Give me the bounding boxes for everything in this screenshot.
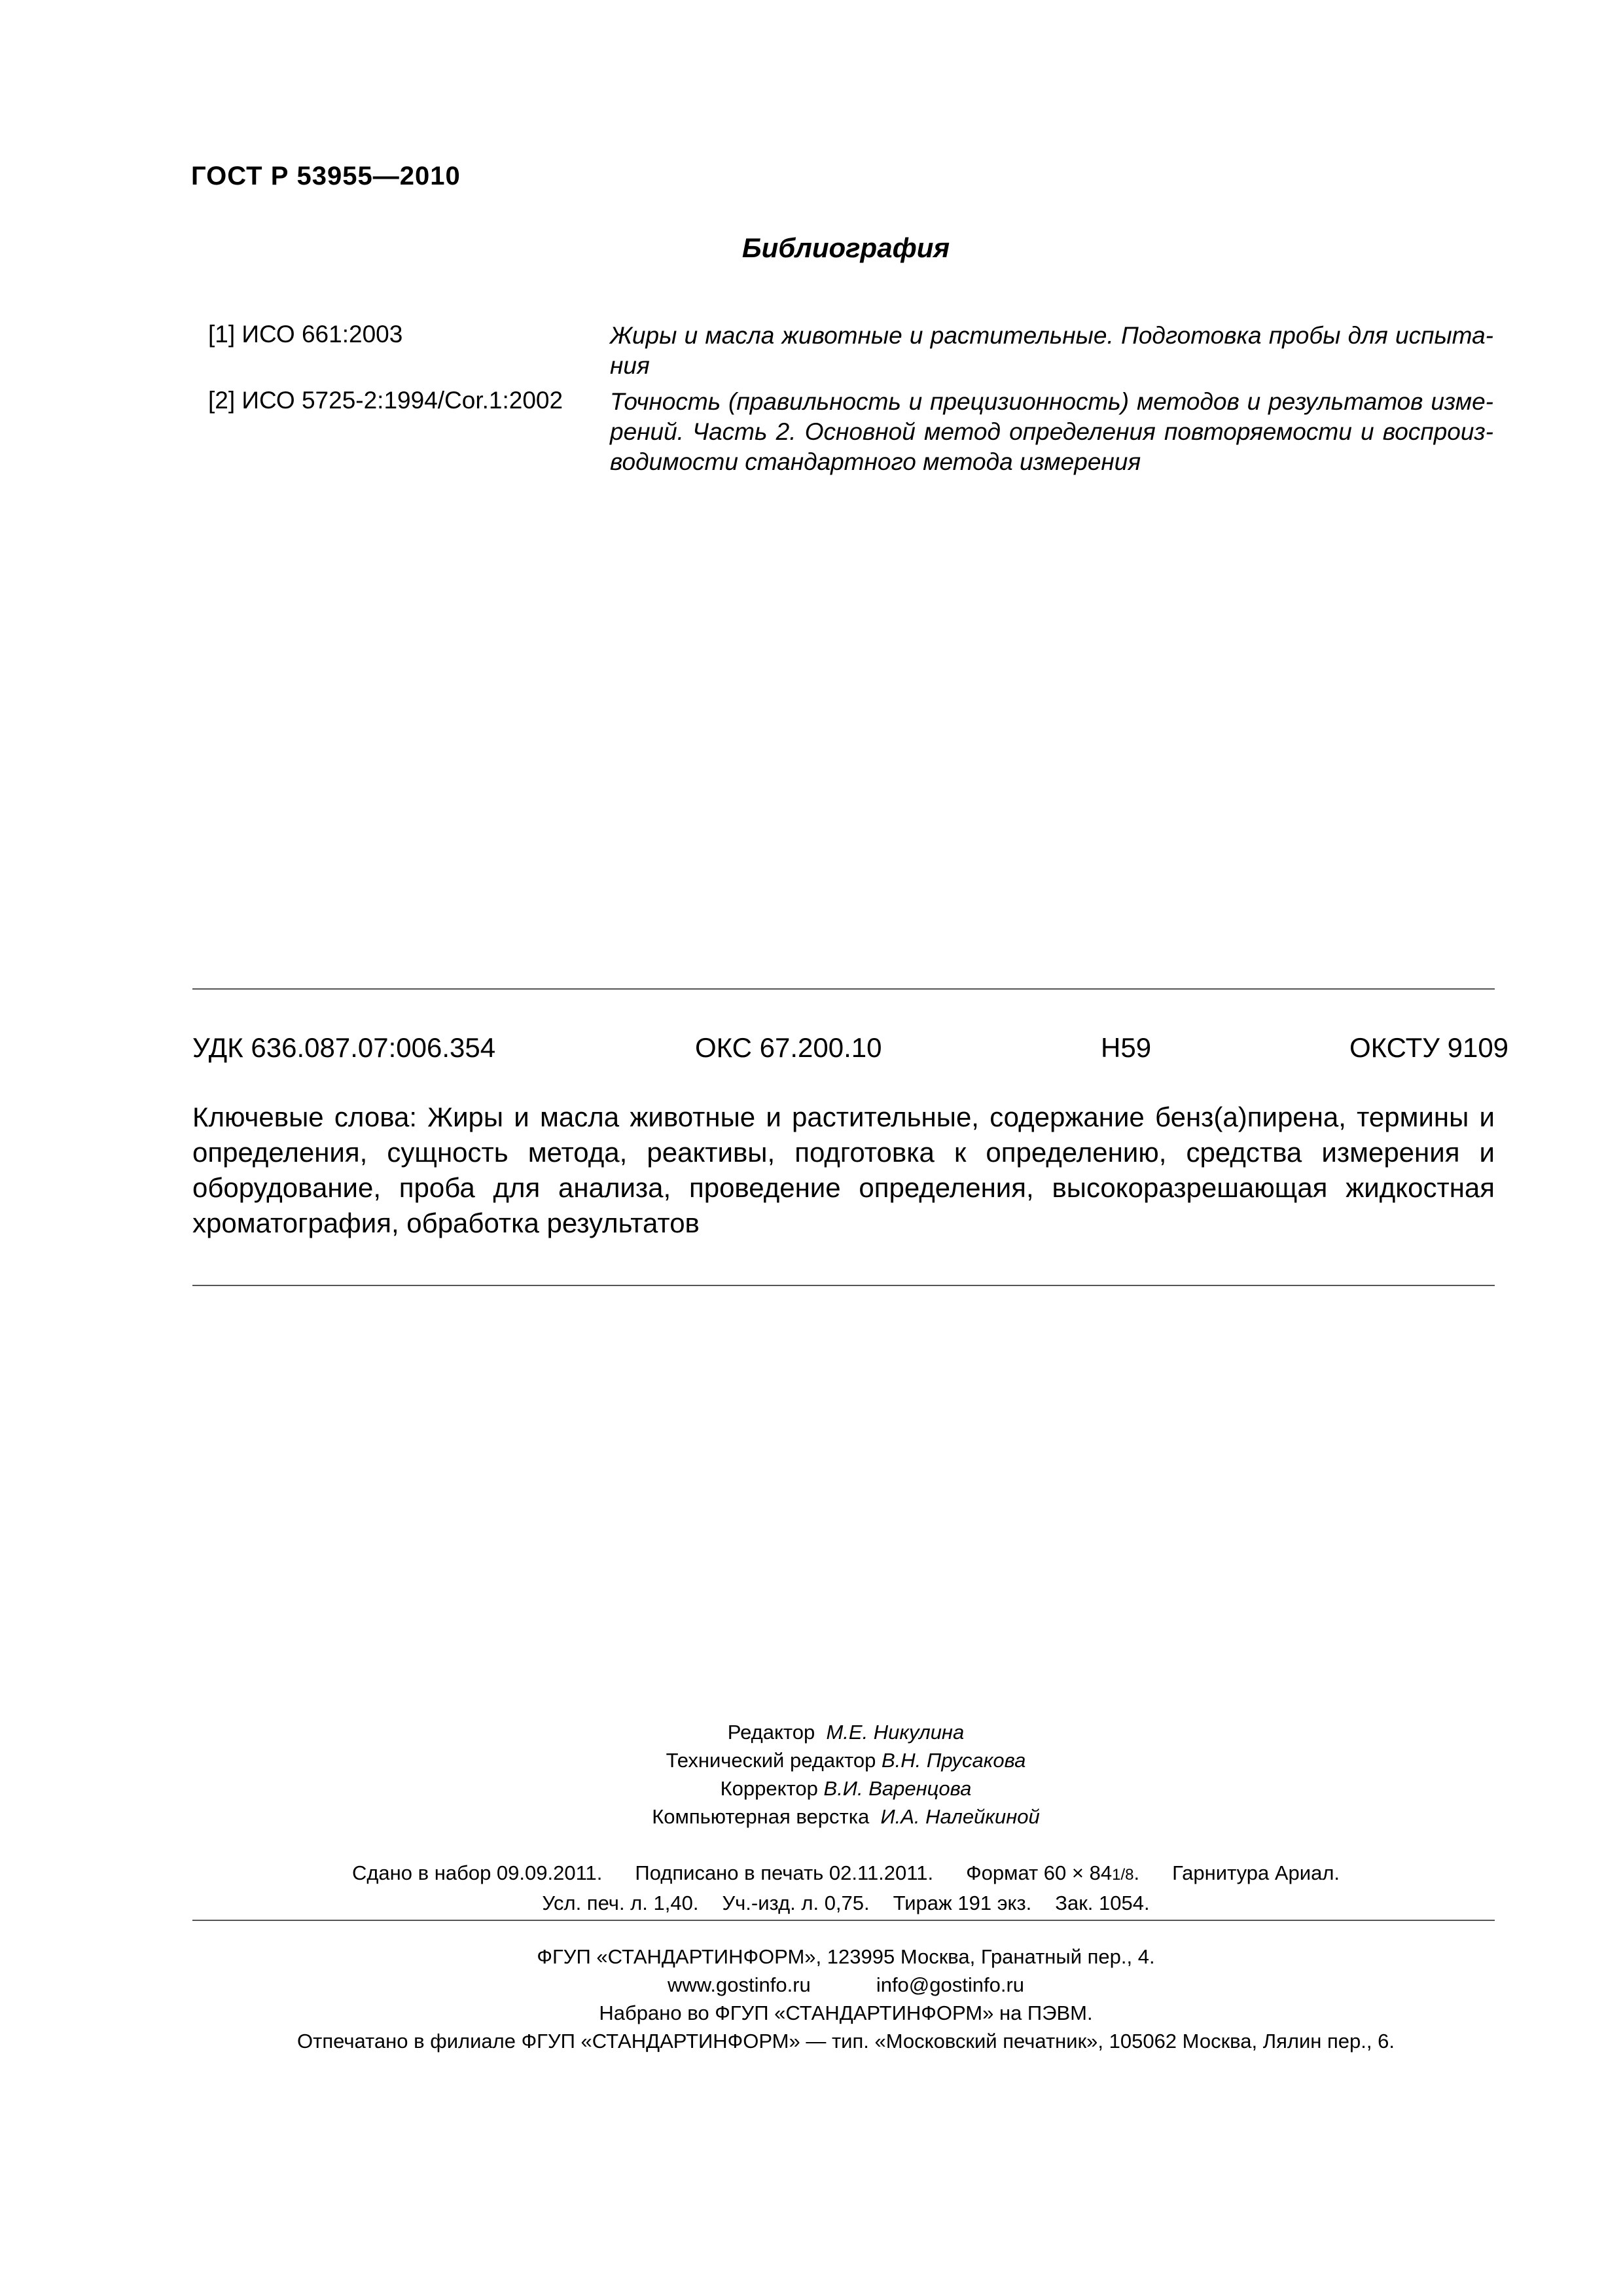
print-info-line-1 [0, 1859, 1623, 1889]
publisher-website: www.gostinfo.ru [667, 1973, 811, 1996]
layout-label: Компьютерная верстка [652, 1805, 870, 1828]
bibliography-desc-1: Жиры и масла животные и растительные. Подготовка пробы для испытания [610, 322, 1493, 379]
keywords-paragraph: Ключевые слова: Жиры и масла животные и растительные, содержание бенз(а)пирена, термины и определения, сущность метода, реактивы, подготовка к определению, средства измерения и оборудование, проба для анализа, проведение определения, высокоразрешающая жидкостная хроматография, обработка результатов [192, 1102, 1495, 1238]
order-number: Зак. 1054. [1055, 1892, 1150, 1914]
print-info-block [0, 1859, 1623, 1917]
pub-sheets: Уч.-изд. л. 0,75. [722, 1892, 870, 1914]
bibliography-ref-2: [2] ИСО 5725-2:1994/Cor.1:2002 [208, 387, 563, 414]
tech-editor-line [0, 1746, 1623, 1774]
middle-divider [192, 1285, 1495, 1286]
corrector-line [0, 1774, 1623, 1803]
editor-name: М.Е. Никулина [826, 1721, 965, 1744]
corrector-label: Корректор [720, 1777, 818, 1800]
format-info [966, 1861, 1139, 1884]
format-prefix: Формат 60 × 84 [966, 1861, 1113, 1884]
document-header: ГОСТ Р 53955—2010 [191, 162, 461, 190]
layout-line [0, 1803, 1623, 1831]
submitted-date: Сдано в набор 09.09.2011. [351, 1861, 603, 1884]
top-divider [192, 988, 1495, 990]
tech-editor-name: В.Н. Прусакова [881, 1749, 1026, 1772]
bottom-divider [192, 1920, 1495, 1921]
category-code: Н59 [1101, 1032, 1152, 1063]
editor-line [0, 1718, 1623, 1746]
format-suffix: . [1133, 1861, 1140, 1884]
bibliography-ref-1: [1] ИСО 661:2003 [208, 321, 403, 348]
oks-code: ОКС 67.200.10 [695, 1032, 882, 1063]
editor-label: Редактор [727, 1721, 815, 1744]
udk-code: УДК 636.087.07:006.354 [192, 1032, 496, 1063]
publisher-address: ФГУП «СТАНДАРТИНФОРМ», 123995 Москва, Гранатный пер., 4. [537, 1945, 1155, 1968]
publisher-contacts [0, 1971, 1623, 1999]
okstu-code: ОКСТУ 9109 [1349, 1032, 1509, 1063]
signed-date: Подписано в печать 02.11.2011. [635, 1861, 934, 1884]
credits-block [0, 1718, 1623, 1831]
bibliography-title: Библиография [741, 232, 950, 263]
print-info-line-2 [0, 1889, 1623, 1917]
tech-editor-label: Технический редактор [666, 1749, 876, 1772]
bibliography-desc-2: Точность (правильность и прецизионность) методов и результатов измерений. Часть 2. Основной метод определения повторяемости и воспроизводимости стандартного метода измерения [610, 388, 1493, 475]
publisher-email: info@gostinfo.ru [876, 1973, 1025, 1996]
corrector-name: В.И. Варенцова [823, 1777, 972, 1800]
printed-info: Отпечатано в филиале ФГУП «СТАНДАРТИНФОРМ» — тип. «Московский печатник», 105062 Москва, Лялин пер., 6. [297, 2030, 1395, 2053]
publisher-block [0, 1943, 1623, 2055]
layout-name: И.А. Налейкиной [880, 1805, 1040, 1828]
font-info: Гарнитура Ариал. [1172, 1861, 1340, 1884]
print-run: Тираж 191 экз. [893, 1892, 1032, 1914]
format-fraction: 1/8 [1112, 1866, 1134, 1884]
typeset-info: Набрано во ФГУП «СТАНДАРТИНФОРМ» на ПЭВМ. [599, 2001, 1093, 2024]
print-sheets: Усл. печ. л. 1,40. [542, 1892, 699, 1914]
